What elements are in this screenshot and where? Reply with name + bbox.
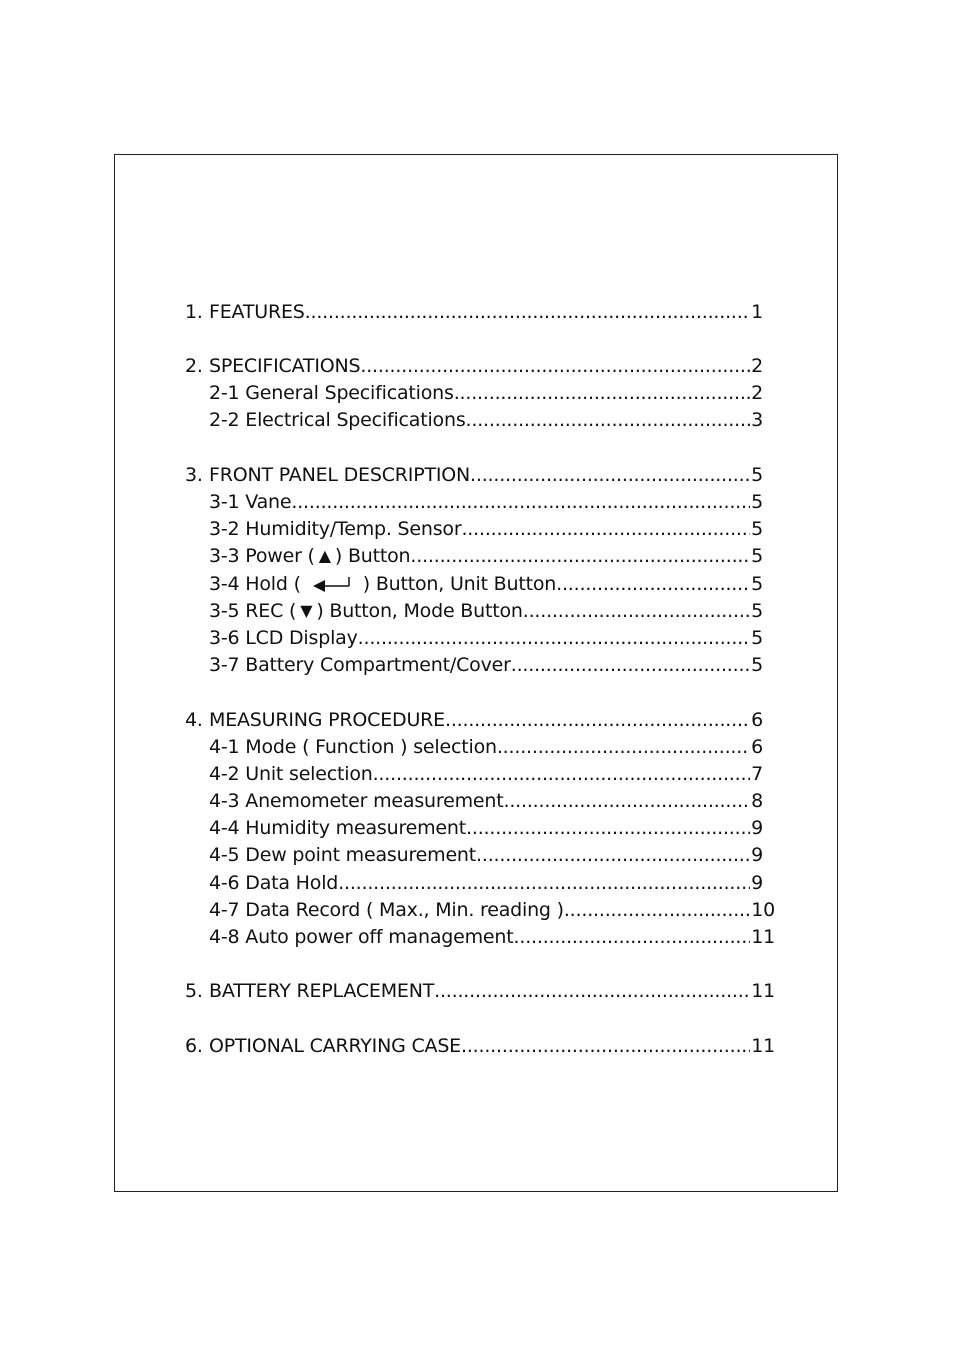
toc-item-lcd-display[interactable] [209,624,763,651]
toc-item-title-prefix: 3-5 REC ( [209,599,297,622]
toc-item-title: 4-3 Anemometer measurement [209,789,504,812]
toc-item-title [209,573,556,595]
toc-item-title: 3-6 LCD Display [209,626,358,649]
toc-item-title: 3-7 Battery Compartment/Cover [209,653,511,676]
toc-page-number: 7 [751,762,763,785]
dot-leader [556,573,750,595]
toc-page-number: 6 [751,735,763,758]
toc-item-humidity-measurement[interactable] [209,814,763,841]
toc-section-title: FEATURES [209,300,305,323]
toc-item-data-hold[interactable] [209,869,763,896]
dot-leader [461,518,750,540]
toc-section-title: OPTIONAL CARRYING CASE [209,1034,461,1057]
dot-leader [466,409,751,431]
toc-section-number: 5. [185,979,203,1002]
toc-section-title: SPECIFICATIONS [209,354,361,377]
toc-item-anemometer-measurement[interactable] [209,787,763,814]
toc-item-title-prefix: 3-3 Power ( [209,544,315,567]
dot-leader [564,899,750,921]
toc-page-number: 5 [751,572,763,595]
toc-section-number: 1. [185,300,203,323]
toc-item-title: 2-1 General Specifications [209,381,454,404]
toc-item-hold-button[interactable] [209,570,763,597]
dot-leader [497,736,750,758]
dot-leader [338,872,750,894]
toc-page-number: 10 [751,898,775,921]
toc-item-title-suffix: ) Button, Unit Button [362,572,557,595]
toc-page-number: 9 [751,871,763,894]
toc-page-number: 11 [751,979,775,1002]
dot-leader [434,980,750,1002]
toc-section-title: MEASURING PROCEDURE [209,708,445,731]
toc-item-title: 4-8 Auto power off management [209,925,514,948]
toc-section-specifications[interactable] [185,352,763,379]
dot-leader [410,545,750,567]
toc-item-title: 4-6 Data Hold [209,871,339,894]
dot-leader [514,926,751,948]
toc-page-number: 3 [751,408,763,431]
toc-page-number: 8 [751,789,763,812]
dot-leader [360,355,750,377]
toc-page-number: 6 [751,708,763,731]
toc-page-number: 5 [751,517,763,540]
toc-page-number: 5 [751,599,763,622]
toc-item-power-button[interactable] [209,542,763,569]
toc-page-number: 5 [751,544,763,567]
dot-leader [373,763,751,785]
toc-page-number: 11 [751,925,775,948]
toc-page-number: 5 [751,653,763,676]
toc-section-front-panel[interactable] [185,461,763,488]
toc-page-number: 1 [751,300,763,323]
toc-item-dew-point-measurement[interactable] [209,841,763,868]
triangle-down-icon: ▼ [300,601,313,620]
dot-leader [461,1035,750,1057]
toc-item-title: 4-2 Unit selection [209,762,373,785]
dot-leader [470,464,750,486]
toc-section-number: 4. [185,708,203,731]
dot-leader [503,790,750,812]
toc-item-title: 4-5 Dew point measurement [209,843,477,866]
dot-leader [305,301,750,323]
dot-leader [511,654,750,676]
dot-leader [523,600,750,622]
toc-page-number: 9 [751,843,763,866]
dot-leader [454,382,750,404]
toc-item-humidity-temp-sensor[interactable] [209,515,763,542]
dot-leader [466,817,750,839]
toc-page-number: 2 [751,381,763,404]
dot-leader [476,844,750,866]
toc-page-number: 11 [751,1034,775,1057]
toc-item-unit-selection[interactable] [209,760,763,787]
toc-item-battery-compartment[interactable] [209,651,763,678]
toc-page-number: 5 [751,490,763,513]
toc-section-measuring-procedure[interactable] [185,706,763,733]
toc-section-features[interactable] [185,298,763,325]
toc-item-title-suffix: ) Button, Mode Button [316,599,523,622]
toc-item-vane[interactable] [209,488,763,515]
toc-item-title [209,545,410,567]
toc-item-mode-selection[interactable] [209,733,763,760]
toc-item-title [209,600,523,622]
toc-item-title: 2-2 Electrical Specifications [209,408,466,431]
toc-section-title: FRONT PANEL DESCRIPTION [209,463,471,486]
toc-section-number: 6. [185,1034,203,1057]
toc-section-number: 2. [185,354,203,377]
toc-item-title: 4-4 Humidity measurement [209,816,467,839]
toc-section-number: 3. [185,463,203,486]
toc-section-optional-carrying-case[interactable] [185,1032,775,1059]
dot-leader [445,709,750,731]
toc-page-number: 2 [751,354,763,377]
toc-item-rec-button[interactable] [209,597,763,624]
toc-page-number: 5 [751,626,763,649]
toc-item-title: 4-7 Data Record ( Max., Min. reading ) [209,898,564,921]
toc-item-auto-power-off[interactable] [209,923,775,950]
toc-page-number: 5 [751,463,763,486]
triangle-up-icon: ▲ [318,546,331,565]
enter-arrow-icon [309,574,357,594]
dot-leader [358,627,750,649]
toc-item-title-suffix: ) Button [334,544,411,567]
toc-section-battery-replacement[interactable] [185,977,775,1004]
toc-item-title: 4-1 Mode ( Function ) selection [209,735,497,758]
toc-item-title-prefix: 3-4 Hold ( [209,572,301,595]
toc-page-number: 9 [751,816,763,839]
dot-leader [291,491,750,513]
toc-item-title: 3-1 Vane [209,490,292,513]
toc-item-general-specifications[interactable] [209,379,763,406]
toc-section-title: BATTERY REPLACEMENT [209,979,435,1002]
toc-item-data-record[interactable] [209,896,775,923]
toc-item-electrical-specifications[interactable] [209,406,763,433]
toc-item-title: 3-2 Humidity/Temp. Sensor [209,517,462,540]
